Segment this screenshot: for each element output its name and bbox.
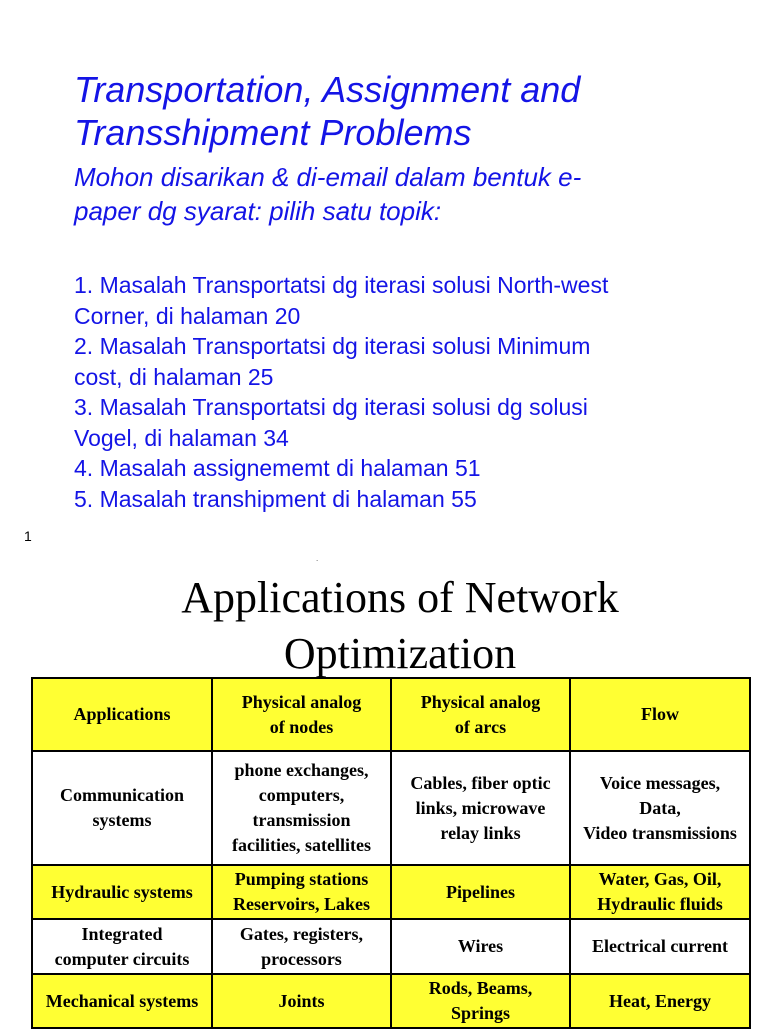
table-row: [32, 974, 750, 1028]
table-cell: Electrical current: [570, 919, 750, 974]
header-cell: Physical analog of nodes: [212, 678, 391, 751]
table-header-row: [32, 678, 750, 751]
table-cell: Rods, Beams, Springs: [391, 974, 570, 1028]
list-item: 5. Masalah transhipment di halaman 55: [74, 485, 477, 512]
slide-1-subtitle: [74, 160, 714, 228]
slide-2-title: [100, 570, 700, 682]
topic-list: [74, 270, 734, 514]
table-cell: Joints: [212, 974, 391, 1028]
table-cell: Heat, Energy: [570, 974, 750, 1028]
list-item: 4. Masalah assignememt di halaman 51: [74, 455, 481, 481]
table-cell: Voice messages, Data, Video transmissions: [570, 751, 750, 865]
subtitle-line: Mohon disarikan & di-email dalam bentuk e-: [74, 162, 582, 192]
applications-table: [31, 677, 751, 1029]
table-row: [32, 919, 750, 974]
list-item: Vogel, di halaman 34: [74, 424, 289, 451]
header-cell: Physical analog of arcs: [391, 678, 570, 751]
list-item: 1. Masalah Transportatsi dg iterasi solusi North-west: [74, 272, 609, 298]
table-cell: Pumping stations Reservoirs, Lakes: [212, 865, 391, 919]
list-item: 2. Masalah Transportatsi dg iterasi solusi Minimum: [74, 333, 591, 359]
header-cell: Applications: [32, 678, 212, 751]
table-cell: Wires: [391, 919, 570, 974]
title-line: Optimization: [283, 629, 517, 678]
list-item: 3. Masalah Transportatsi dg iterasi solusi dg solusi: [74, 394, 588, 420]
list-item: Corner, di halaman 20: [74, 302, 301, 329]
title-line: Applications of Network: [181, 573, 619, 622]
title-line: Transshipment Problems: [74, 112, 472, 153]
table-cell: Mechanical systems: [32, 974, 212, 1028]
table-row: [32, 751, 750, 865]
header-cell: Flow: [570, 678, 750, 751]
slide-1-title: [74, 68, 714, 154]
table-cell: Hydraulic systems: [32, 865, 212, 919]
table-cell: Cables, fiber optic links, microwave relay links: [391, 751, 570, 865]
table-row: [32, 865, 750, 919]
list-item: cost, di halaman 25: [74, 363, 274, 390]
table-cell: Pipelines: [391, 865, 570, 919]
table-cell: Integrated computer circuits: [32, 919, 212, 974]
separator-dot: .: [316, 554, 319, 563]
table-cell: phone exchanges, computers, transmission facilities, satellites: [212, 751, 391, 865]
table-cell: Water, Gas, Oil, Hydraulic fluids: [570, 865, 750, 919]
page-number: 1: [24, 528, 32, 544]
table-cell: Gates, registers, processors: [212, 919, 391, 974]
table-cell: Communication systems: [32, 751, 212, 865]
title-line: Transportation, Assignment and: [74, 69, 581, 110]
subtitle-line: paper dg syarat: pilih satu topik:: [74, 196, 442, 226]
